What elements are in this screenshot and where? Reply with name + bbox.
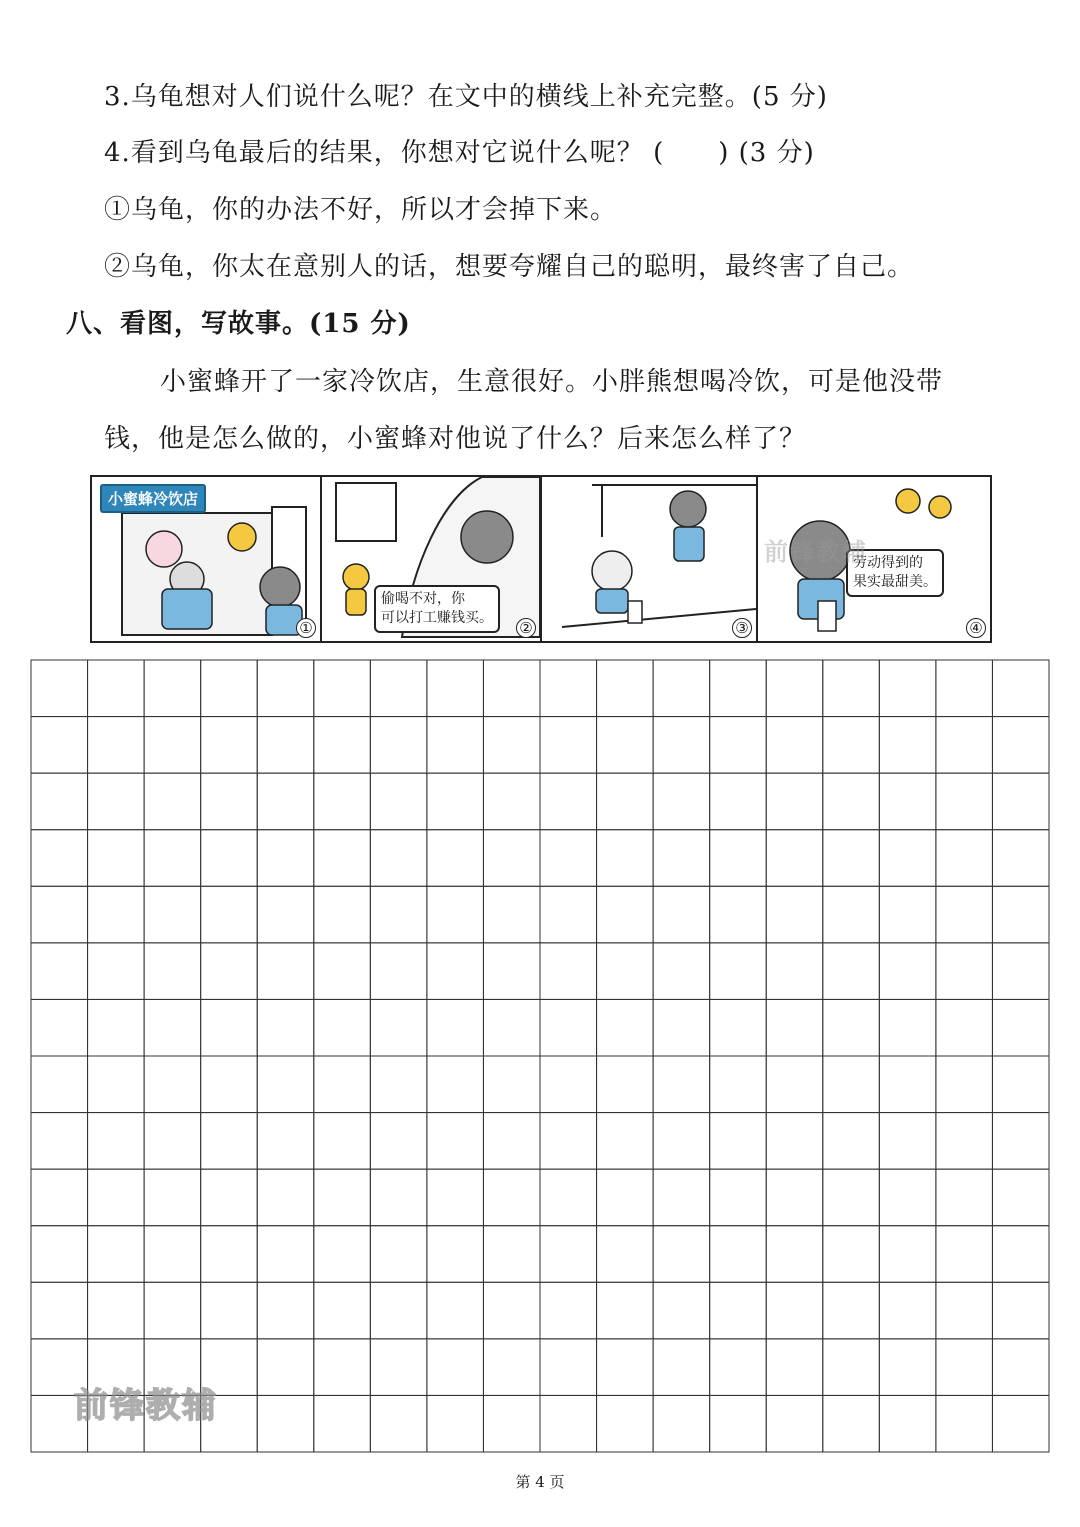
grid-cell[interactable] bbox=[936, 1282, 993, 1339]
grid-cell[interactable] bbox=[257, 660, 314, 717]
grid-cell[interactable] bbox=[540, 1169, 597, 1226]
grid-cell[interactable] bbox=[879, 830, 936, 887]
grid-cell[interactable] bbox=[144, 1169, 201, 1226]
grid-cell[interactable] bbox=[540, 1395, 597, 1452]
grid-cell[interactable] bbox=[653, 717, 710, 774]
grid-cell[interactable] bbox=[766, 886, 823, 943]
panel-number-3: ③ bbox=[732, 618, 752, 638]
grid-cell[interactable] bbox=[766, 943, 823, 1000]
grid-cell[interactable] bbox=[427, 717, 484, 774]
question-4: 4.看到乌龟最后的结果，你想对它说什么呢？ ( ) (3 分) bbox=[104, 138, 815, 168]
grid-cell[interactable] bbox=[201, 1169, 258, 1226]
grid-cell[interactable] bbox=[88, 999, 145, 1056]
grid-cell[interactable] bbox=[370, 1169, 427, 1226]
grid-cell[interactable] bbox=[483, 1056, 540, 1113]
grid-cell[interactable] bbox=[653, 773, 710, 830]
grid-cell[interactable] bbox=[653, 999, 710, 1056]
grid-cell[interactable] bbox=[540, 773, 597, 830]
grid-cell[interactable] bbox=[992, 717, 1049, 774]
grid-cell[interactable] bbox=[144, 717, 201, 774]
grid-cell[interactable] bbox=[936, 1395, 993, 1452]
grid-cell[interactable] bbox=[653, 1056, 710, 1113]
grid-cell[interactable] bbox=[31, 1282, 88, 1339]
grid-cell[interactable] bbox=[710, 830, 767, 887]
grid-cell[interactable] bbox=[370, 1226, 427, 1283]
grid-cell[interactable] bbox=[879, 1339, 936, 1396]
grid-cell[interactable] bbox=[936, 717, 993, 774]
grid-cell[interactable] bbox=[992, 830, 1049, 887]
grid-cell[interactable] bbox=[653, 1226, 710, 1283]
grid-cell[interactable] bbox=[597, 1282, 654, 1339]
grid-cell[interactable] bbox=[823, 1395, 880, 1452]
grid-cell[interactable] bbox=[597, 660, 654, 717]
grid-cell[interactable] bbox=[710, 999, 767, 1056]
grid-cell[interactable] bbox=[483, 886, 540, 943]
grid-cell[interactable] bbox=[257, 886, 314, 943]
grid-cell[interactable] bbox=[370, 999, 427, 1056]
grid-cell[interactable] bbox=[483, 1339, 540, 1396]
grid-cell[interactable] bbox=[31, 1113, 88, 1170]
grid-cell[interactable] bbox=[31, 1169, 88, 1226]
grid-cell[interactable] bbox=[31, 1056, 88, 1113]
grid-cell[interactable] bbox=[823, 1339, 880, 1396]
grid-cell[interactable] bbox=[427, 1395, 484, 1452]
grid-cell[interactable] bbox=[201, 717, 258, 774]
grid-cell[interactable] bbox=[710, 1339, 767, 1396]
grid-cell[interactable] bbox=[370, 660, 427, 717]
panel-4-speech-line-1: 劳动得到的 bbox=[853, 555, 923, 571]
grid-cell[interactable] bbox=[710, 1169, 767, 1226]
grid-cell[interactable] bbox=[936, 1339, 993, 1396]
grid-cell[interactable] bbox=[257, 1226, 314, 1283]
grid-cell[interactable] bbox=[936, 660, 993, 717]
panel-number-4: ④ bbox=[966, 618, 986, 638]
grid-cell[interactable] bbox=[540, 943, 597, 1000]
grid-cell[interactable] bbox=[710, 943, 767, 1000]
grid-cell[interactable] bbox=[597, 1339, 654, 1396]
grid-cell[interactable] bbox=[314, 717, 371, 774]
grid-cell[interactable] bbox=[483, 943, 540, 1000]
grid-cell[interactable] bbox=[31, 886, 88, 943]
grid-cell[interactable] bbox=[766, 1056, 823, 1113]
grid-cell[interactable] bbox=[314, 1226, 371, 1283]
watermark-grid: 前锋教辅 bbox=[74, 1386, 218, 1426]
watermark-comic: 前锋教辅 bbox=[764, 538, 868, 566]
grid-cell[interactable] bbox=[879, 886, 936, 943]
grid-cell[interactable] bbox=[766, 660, 823, 717]
comic-panel-1 bbox=[92, 477, 322, 641]
grid-cell[interactable] bbox=[823, 1056, 880, 1113]
grid-cell[interactable] bbox=[370, 1056, 427, 1113]
grid-cell[interactable] bbox=[653, 1395, 710, 1452]
grid-cell[interactable] bbox=[427, 999, 484, 1056]
grid-cell[interactable] bbox=[879, 1226, 936, 1283]
grid-cell[interactable] bbox=[653, 943, 710, 1000]
grid-cell[interactable] bbox=[653, 830, 710, 887]
grid-cell[interactable] bbox=[879, 717, 936, 774]
panel-2-speech-line-2: 可以打工赚钱买。 bbox=[381, 610, 493, 626]
grid-cell[interactable] bbox=[597, 1226, 654, 1283]
grid-cell[interactable] bbox=[992, 773, 1049, 830]
grid-cell[interactable] bbox=[540, 1282, 597, 1339]
grid-cell[interactable] bbox=[936, 830, 993, 887]
grid-cell[interactable] bbox=[427, 1339, 484, 1396]
grid-cell[interactable] bbox=[257, 999, 314, 1056]
grid-cell[interactable] bbox=[201, 999, 258, 1056]
grid-cell[interactable] bbox=[540, 1113, 597, 1170]
grid-cell[interactable] bbox=[201, 1056, 258, 1113]
grid-cell[interactable] bbox=[823, 1169, 880, 1226]
grid-cell[interactable] bbox=[823, 660, 880, 717]
grid-cell[interactable] bbox=[992, 1056, 1049, 1113]
grid-cell[interactable] bbox=[201, 1282, 258, 1339]
comic-panel-3 bbox=[542, 477, 758, 641]
grid-cell[interactable] bbox=[370, 717, 427, 774]
grid-cell[interactable] bbox=[31, 773, 88, 830]
shop-sign: 小蜜蜂冷饮店 bbox=[100, 484, 206, 513]
grid-cell[interactable] bbox=[427, 1226, 484, 1283]
grid-cell[interactable] bbox=[540, 717, 597, 774]
grid-cell[interactable] bbox=[144, 886, 201, 943]
grid-cell[interactable] bbox=[710, 1226, 767, 1283]
grid-cell[interactable] bbox=[483, 1113, 540, 1170]
grid-cell[interactable] bbox=[879, 660, 936, 717]
grid-cell[interactable] bbox=[766, 830, 823, 887]
grid-cell[interactable] bbox=[201, 830, 258, 887]
grid-cell[interactable] bbox=[31, 660, 88, 717]
grid-cell[interactable] bbox=[31, 1226, 88, 1283]
grid-cell[interactable] bbox=[370, 1339, 427, 1396]
comic-panel-2 bbox=[322, 477, 542, 641]
question-3: 3.乌龟想对人们说什么呢？在文中的横线上补充完整。(5 分) bbox=[104, 82, 828, 112]
grid-cell[interactable] bbox=[992, 999, 1049, 1056]
grid-cell[interactable] bbox=[144, 1282, 201, 1339]
grid-cell[interactable] bbox=[936, 1226, 993, 1283]
grid-cell[interactable] bbox=[144, 1056, 201, 1113]
grid-cell[interactable] bbox=[766, 1113, 823, 1170]
grid-cell[interactable] bbox=[597, 1113, 654, 1170]
grid-cell[interactable] bbox=[427, 830, 484, 887]
grid-cell[interactable] bbox=[88, 830, 145, 887]
panel-2-speech-line-1: 偷喝不对，你 bbox=[381, 591, 465, 607]
grid-cell[interactable] bbox=[992, 1282, 1049, 1339]
grid-cell[interactable] bbox=[540, 830, 597, 887]
section-8-prompt-line-2: 钱，他是怎么做的，小蜜蜂对他说了什么？后来怎么样了？ bbox=[104, 424, 807, 454]
grid-cell[interactable] bbox=[823, 773, 880, 830]
grid-cell[interactable] bbox=[257, 1056, 314, 1113]
grid-cell[interactable] bbox=[766, 1282, 823, 1339]
grid-cell[interactable] bbox=[427, 1113, 484, 1170]
grid-cell[interactable] bbox=[992, 1169, 1049, 1226]
grid-cell[interactable] bbox=[314, 1169, 371, 1226]
grid-cell[interactable] bbox=[936, 1056, 993, 1113]
grid-cell[interactable] bbox=[823, 1282, 880, 1339]
grid-cell[interactable] bbox=[314, 1282, 371, 1339]
writing-grid-lines bbox=[30, 659, 1050, 1453]
grid-cell[interactable] bbox=[483, 1395, 540, 1452]
grid-cell[interactable] bbox=[483, 717, 540, 774]
grid-cell[interactable] bbox=[653, 1339, 710, 1396]
grid-cell[interactable] bbox=[257, 717, 314, 774]
grid-cell[interactable] bbox=[653, 660, 710, 717]
grid-cell[interactable] bbox=[879, 1282, 936, 1339]
grid-cell[interactable] bbox=[201, 660, 258, 717]
grid-cell[interactable] bbox=[766, 1339, 823, 1396]
grid-cell[interactable] bbox=[201, 1226, 258, 1283]
grid-cell[interactable] bbox=[370, 830, 427, 887]
grid-cell[interactable] bbox=[879, 999, 936, 1056]
grid-cell[interactable] bbox=[483, 1282, 540, 1339]
grid-cell[interactable] bbox=[427, 773, 484, 830]
grid-cell[interactable] bbox=[823, 999, 880, 1056]
grid-cell[interactable] bbox=[88, 1169, 145, 1226]
grid-cell[interactable] bbox=[823, 1226, 880, 1283]
grid-cell[interactable] bbox=[483, 773, 540, 830]
grid-cell[interactable] bbox=[144, 1226, 201, 1283]
grid-cell[interactable] bbox=[144, 1113, 201, 1170]
panel-number-2: ② bbox=[516, 618, 536, 638]
grid-cell[interactable] bbox=[370, 943, 427, 1000]
grid-cell[interactable] bbox=[257, 1395, 314, 1452]
grid-cell[interactable] bbox=[370, 773, 427, 830]
grid-cell[interactable] bbox=[936, 999, 993, 1056]
grid-cell[interactable] bbox=[992, 1113, 1049, 1170]
grid-cell[interactable] bbox=[370, 1395, 427, 1452]
grid-cell[interactable] bbox=[766, 1169, 823, 1226]
grid-cell[interactable] bbox=[992, 1339, 1049, 1396]
grid-cell[interactable] bbox=[823, 886, 880, 943]
grid-cell[interactable] bbox=[992, 886, 1049, 943]
grid-cell[interactable] bbox=[823, 717, 880, 774]
grid-cell[interactable] bbox=[766, 773, 823, 830]
grid-cell[interactable] bbox=[314, 943, 371, 1000]
grid-cell[interactable] bbox=[936, 943, 993, 1000]
grid-cell[interactable] bbox=[314, 1395, 371, 1452]
grid-cell[interactable] bbox=[427, 1282, 484, 1339]
grid-cell[interactable] bbox=[314, 1056, 371, 1113]
section-8-heading: 八、看图，写故事。(15 分) bbox=[66, 309, 411, 339]
grid-cell[interactable] bbox=[144, 999, 201, 1056]
grid-cell[interactable] bbox=[88, 773, 145, 830]
grid-cell[interactable] bbox=[540, 886, 597, 943]
grid-cell[interactable] bbox=[370, 1113, 427, 1170]
grid-cell[interactable] bbox=[992, 943, 1049, 1000]
grid-cell[interactable] bbox=[710, 660, 767, 717]
grid-cell[interactable] bbox=[936, 1169, 993, 1226]
grid-cell[interactable] bbox=[879, 773, 936, 830]
grid-cell[interactable] bbox=[766, 717, 823, 774]
grid-cell[interactable] bbox=[314, 830, 371, 887]
grid-cell[interactable] bbox=[31, 999, 88, 1056]
grid-cell[interactable] bbox=[540, 1226, 597, 1283]
grid-cell[interactable] bbox=[823, 1113, 880, 1170]
grid-cell[interactable] bbox=[144, 660, 201, 717]
grid-cell[interactable] bbox=[144, 943, 201, 1000]
grid-cell[interactable] bbox=[597, 943, 654, 1000]
grid-cell[interactable] bbox=[257, 1113, 314, 1170]
grid-cell[interactable] bbox=[31, 717, 88, 774]
panel-2-speech-bubble bbox=[374, 585, 500, 633]
grid-cell[interactable] bbox=[257, 773, 314, 830]
section-8-prompt-line-1: 小蜜蜂开了一家冷饮店，生意很好。小胖熊想喝冷饮，可是他没带 bbox=[160, 367, 944, 397]
grid-cell[interactable] bbox=[483, 999, 540, 1056]
grid-cell[interactable] bbox=[597, 717, 654, 774]
grid-cell[interactable] bbox=[710, 1282, 767, 1339]
grid-cell[interactable] bbox=[88, 1113, 145, 1170]
grid-cell[interactable] bbox=[653, 1113, 710, 1170]
page-footer: 第 4 页 bbox=[515, 1473, 565, 1491]
grid-cell[interactable] bbox=[710, 1113, 767, 1170]
grid-cell[interactable] bbox=[314, 1113, 371, 1170]
grid-cell[interactable] bbox=[540, 1056, 597, 1113]
grid-cell[interactable] bbox=[879, 1169, 936, 1226]
grid-cell[interactable] bbox=[879, 1395, 936, 1452]
grid-cell[interactable] bbox=[483, 1226, 540, 1283]
grid-cell[interactable] bbox=[31, 830, 88, 887]
grid-cell[interactable] bbox=[597, 999, 654, 1056]
grid-cell[interactable] bbox=[653, 1282, 710, 1339]
grid-cell[interactable] bbox=[540, 660, 597, 717]
grid-cell[interactable] bbox=[201, 886, 258, 943]
grid-cell[interactable] bbox=[483, 1169, 540, 1226]
grid-cell[interactable] bbox=[653, 886, 710, 943]
grid-cell[interactable] bbox=[823, 943, 880, 1000]
grid-cell[interactable] bbox=[257, 1282, 314, 1339]
grid-cell[interactable] bbox=[88, 1226, 145, 1283]
grid-cell[interactable] bbox=[710, 886, 767, 943]
grid-cell[interactable] bbox=[766, 1226, 823, 1283]
grid-cell[interactable] bbox=[144, 830, 201, 887]
grid-cell[interactable] bbox=[823, 830, 880, 887]
grid-cell[interactable] bbox=[597, 773, 654, 830]
writing-grid[interactable] bbox=[30, 659, 1050, 1453]
grid-cell[interactable] bbox=[314, 660, 371, 717]
grid-cell[interactable] bbox=[597, 886, 654, 943]
grid-cell[interactable] bbox=[144, 773, 201, 830]
grid-cell[interactable] bbox=[992, 1226, 1049, 1283]
grid-cell[interactable] bbox=[314, 886, 371, 943]
grid-cell[interactable] bbox=[936, 1113, 993, 1170]
grid-cell[interactable] bbox=[936, 886, 993, 943]
grid-cell[interactable] bbox=[540, 1339, 597, 1396]
grid-cell[interactable] bbox=[257, 830, 314, 887]
panel-number-1: ① bbox=[296, 618, 316, 638]
grid-cell[interactable] bbox=[597, 1056, 654, 1113]
grid-cell[interactable] bbox=[879, 943, 936, 1000]
grid-cell[interactable] bbox=[88, 717, 145, 774]
grid-cell[interactable] bbox=[710, 1395, 767, 1452]
grid-cell[interactable] bbox=[992, 1395, 1049, 1452]
option-1: ①乌龟，你的办法不好，所以才会掉下来。 bbox=[104, 195, 618, 225]
grid-cell[interactable] bbox=[88, 660, 145, 717]
grid-cell[interactable] bbox=[992, 660, 1049, 717]
grid-cell[interactable] bbox=[710, 1056, 767, 1113]
grid-cell[interactable] bbox=[88, 943, 145, 1000]
grid-cell[interactable] bbox=[597, 1395, 654, 1452]
grid-cell[interactable] bbox=[710, 717, 767, 774]
grid-cell[interactable] bbox=[936, 773, 993, 830]
grid-cell[interactable] bbox=[88, 1282, 145, 1339]
grid-cell[interactable] bbox=[710, 773, 767, 830]
grid-cell[interactable] bbox=[483, 660, 540, 717]
grid-cell[interactable] bbox=[314, 1339, 371, 1396]
grid-cell[interactable] bbox=[427, 1169, 484, 1226]
grid-cell[interactable] bbox=[88, 1056, 145, 1113]
grid-cell[interactable] bbox=[31, 943, 88, 1000]
grid-cell[interactable] bbox=[201, 773, 258, 830]
panel-3-illustration bbox=[542, 477, 756, 641]
grid-cell[interactable] bbox=[257, 943, 314, 1000]
option-2: ②乌龟，你太在意别人的话，想要夸耀自己的聪明，最终害了自己。 bbox=[104, 252, 915, 282]
grid-cell[interactable] bbox=[766, 999, 823, 1056]
grid-cell[interactable] bbox=[483, 830, 540, 887]
grid-cell[interactable] bbox=[653, 1169, 710, 1226]
panel-4-speech-line-2: 果实最甜美。 bbox=[853, 574, 937, 590]
grid-cell[interactable] bbox=[314, 999, 371, 1056]
grid-cell[interactable] bbox=[597, 1169, 654, 1226]
grid-cell[interactable] bbox=[370, 886, 427, 943]
grid-cell[interactable] bbox=[257, 1339, 314, 1396]
grid-cell[interactable] bbox=[314, 773, 371, 830]
grid-cell[interactable] bbox=[427, 1056, 484, 1113]
grid-cell[interactable] bbox=[88, 886, 145, 943]
grid-cell[interactable] bbox=[370, 1282, 427, 1339]
grid-cell[interactable] bbox=[201, 943, 258, 1000]
grid-cell[interactable] bbox=[201, 1113, 258, 1170]
grid-cell[interactable] bbox=[879, 1056, 936, 1113]
grid-cell[interactable] bbox=[427, 943, 484, 1000]
grid-cell[interactable] bbox=[766, 1395, 823, 1452]
grid-cell[interactable] bbox=[597, 830, 654, 887]
grid-cell[interactable] bbox=[879, 1113, 936, 1170]
grid-cell[interactable] bbox=[257, 1169, 314, 1226]
grid-cell[interactable] bbox=[427, 660, 484, 717]
grid-cell[interactable] bbox=[427, 886, 484, 943]
grid-cell[interactable] bbox=[540, 999, 597, 1056]
